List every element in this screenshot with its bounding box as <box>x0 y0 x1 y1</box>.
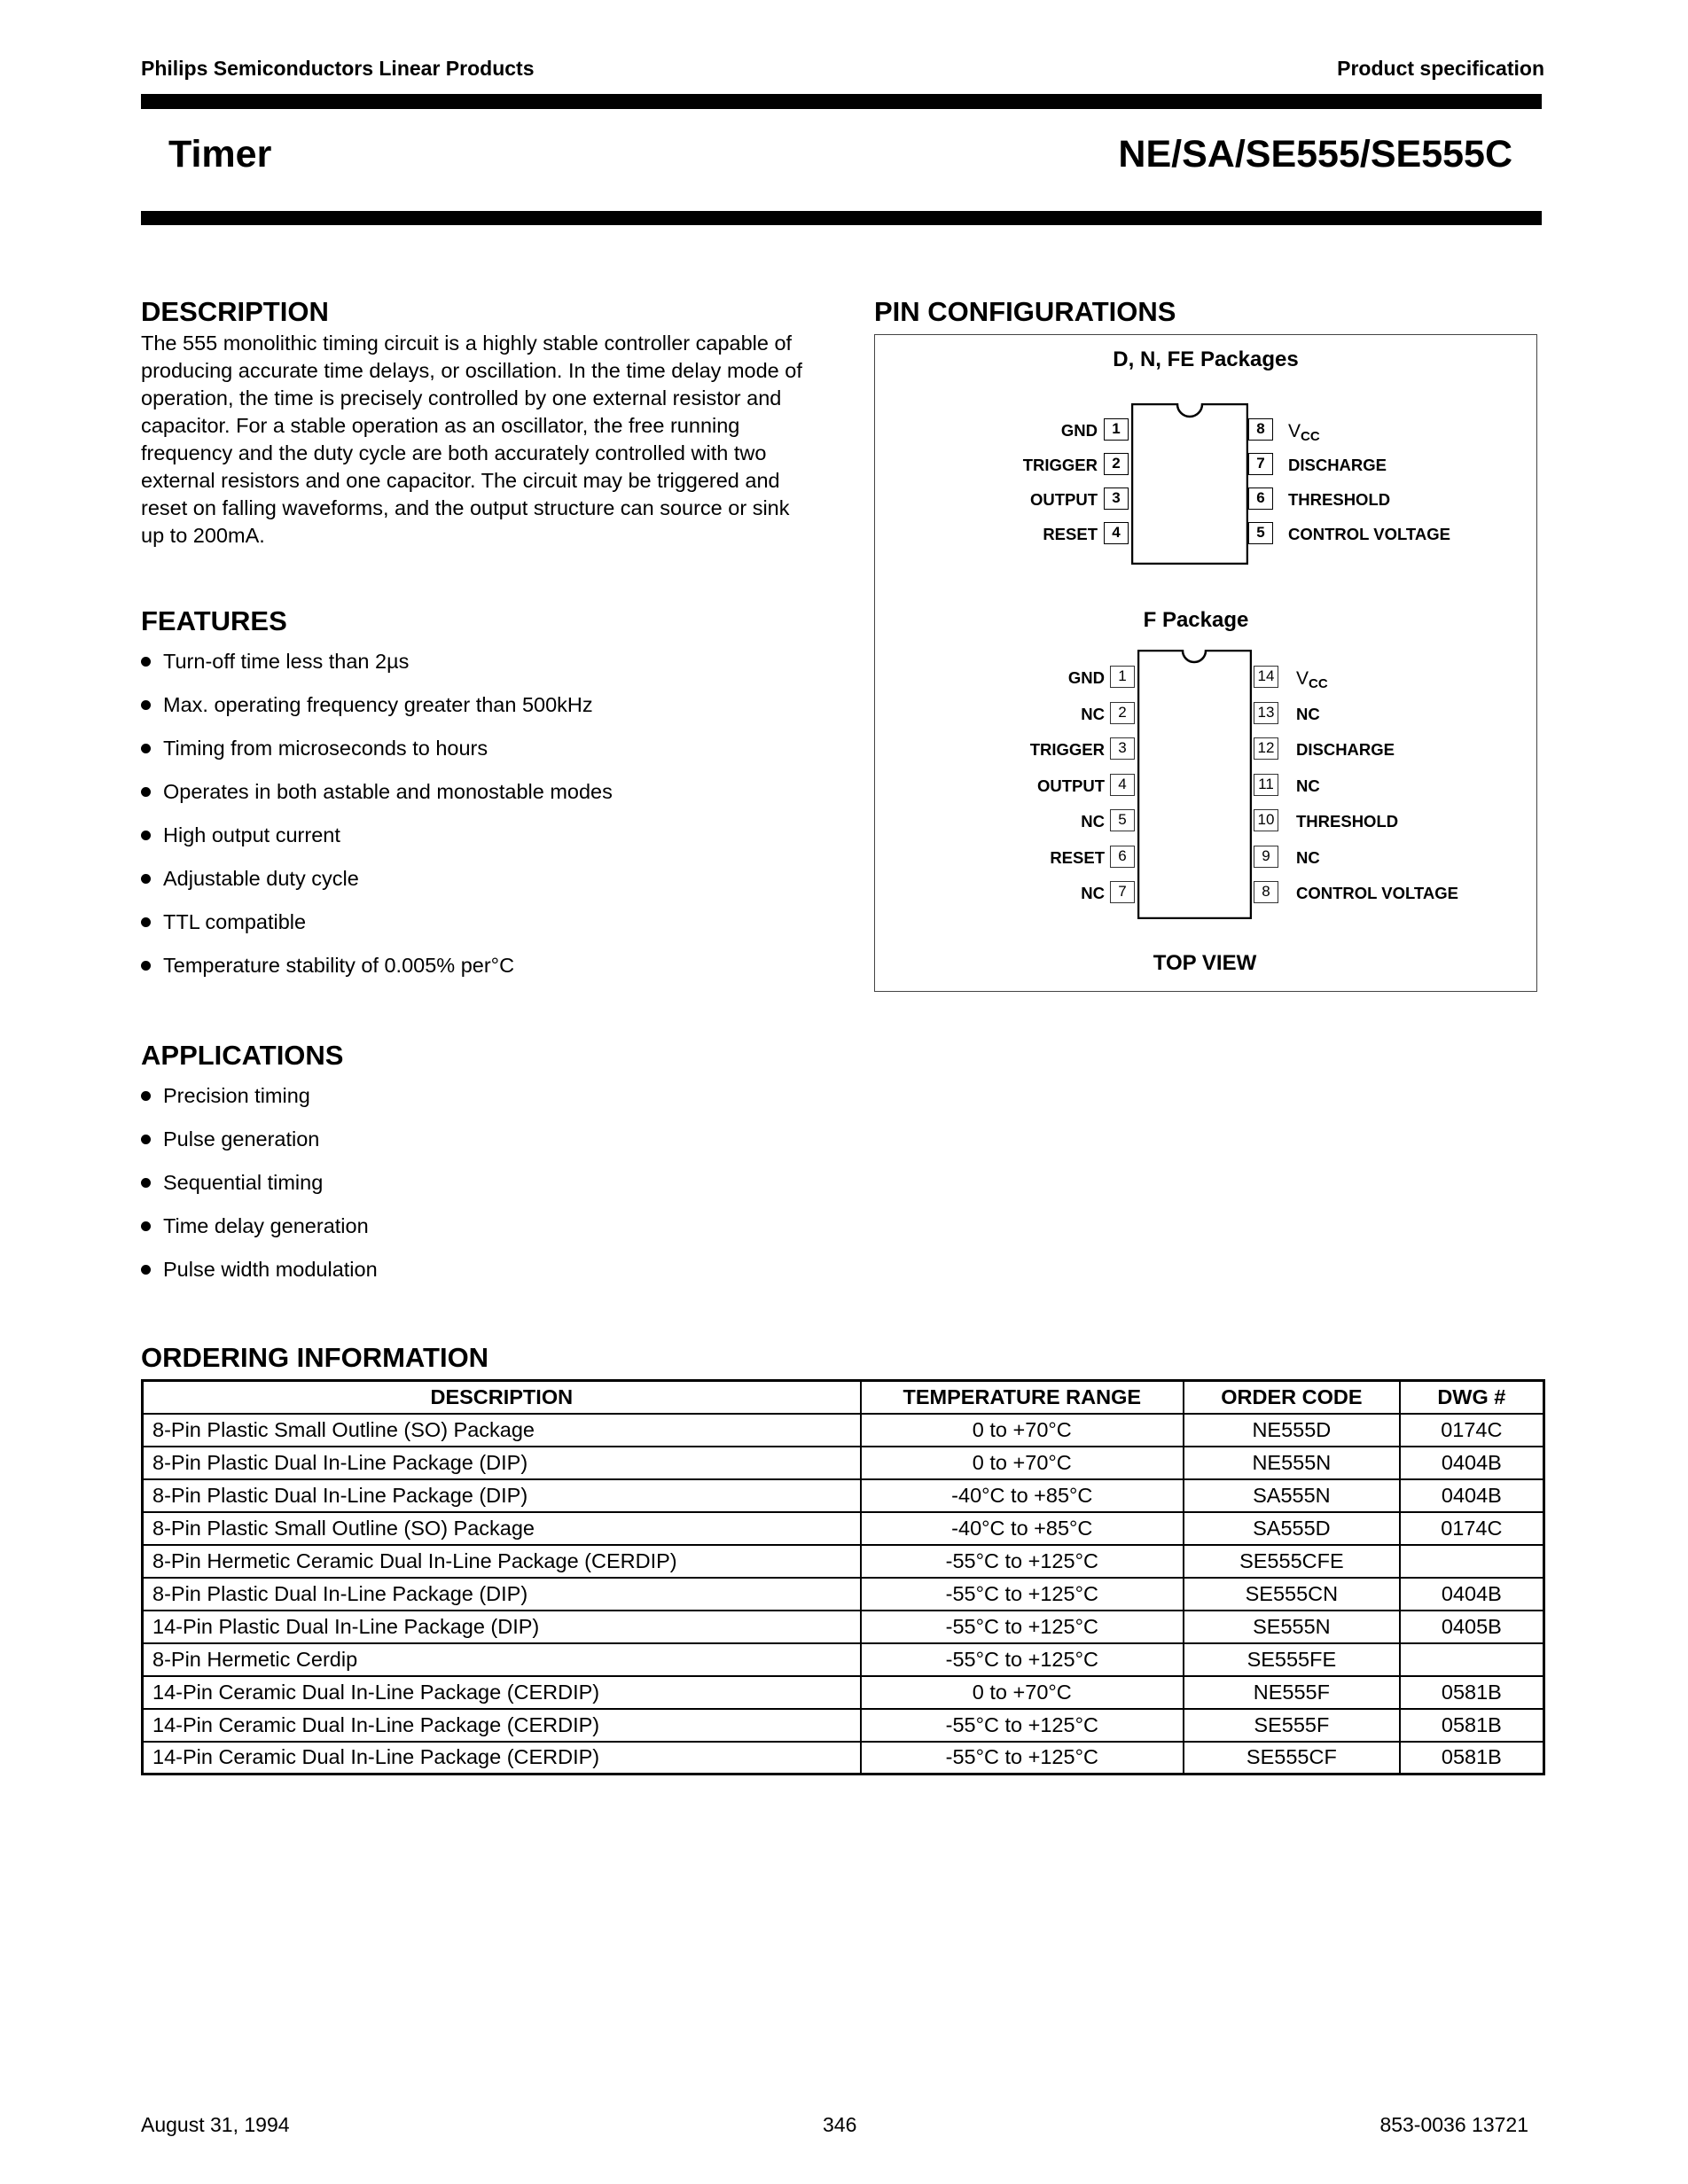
table-row <box>143 1545 1544 1578</box>
pin-number: 4 <box>1110 774 1135 796</box>
pin-label-text: RESET <box>1050 847 1105 867</box>
pin-number: 14 <box>1254 666 1278 688</box>
pin-label-text: NC <box>1081 884 1105 902</box>
pin-number: 8 <box>1254 881 1278 903</box>
cell-order-code: NE555D <box>1184 1414 1400 1447</box>
pin-label-subscript: CC <box>1301 429 1320 444</box>
table-row <box>143 1742 1544 1774</box>
pin-number: 9 <box>1254 846 1278 868</box>
pin-label <box>1296 740 1395 760</box>
cell-order-code: SE555FE <box>1184 1643 1400 1676</box>
cell-temperature-range: -55°C to +125°C <box>861 1709 1184 1742</box>
part-number-title: NE/SA/SE555/SE555C <box>1118 133 1512 176</box>
cell-description: 8-Pin Plastic Dual In-Line Package (DIP) <box>143 1447 861 1479</box>
pin-number: 12 <box>1254 737 1278 760</box>
pin-label <box>1068 668 1105 688</box>
pin-config-heading: PIN CONFIGURATIONS <box>874 296 1176 327</box>
pin-label <box>1023 456 1098 475</box>
pin-label <box>1288 525 1450 544</box>
applications-heading: APPLICATIONS <box>141 1040 344 1071</box>
pin-number: 2 <box>1104 453 1129 475</box>
footer-date: August 31, 1994 <box>141 2113 290 2136</box>
cell-order-code: SE555CF <box>1184 1742 1400 1774</box>
list-item: Operates in both astable and monostable modes <box>141 779 815 823</box>
footer-page-number: 346 <box>823 2113 857 2136</box>
cell-dwg <box>1400 1643 1544 1676</box>
list-item: Turn-off time less than 2µs <box>141 649 815 692</box>
cell-temperature-range: -55°C to +125°C <box>861 1611 1184 1643</box>
col-header-temperature-range: TEMPERATURE RANGE <box>861 1381 1184 1414</box>
cell-dwg: 0581B <box>1400 1676 1544 1709</box>
cell-temperature-range: 0 to +70°C <box>861 1414 1184 1447</box>
cell-description: 14-Pin Plastic Dual In-Line Package (DIP) <box>143 1611 861 1643</box>
dip14-package-outline <box>1137 650 1252 919</box>
pin-number: 1 <box>1104 418 1129 441</box>
cell-temperature-range: -55°C to +125°C <box>861 1545 1184 1578</box>
pin-label <box>1043 525 1098 544</box>
features-heading: FEATURES <box>141 605 287 636</box>
pin-label-text: TRIGGER <box>1029 740 1105 759</box>
table-row <box>143 1512 1544 1545</box>
pin-label-text: CONTROL VOLTAGE <box>1288 525 1450 543</box>
cell-description: 8-Pin Plastic Small Outline (SO) Package <box>143 1414 861 1447</box>
list-item: Pulse generation <box>141 1127 815 1170</box>
pin-label-text: V <box>1296 668 1309 689</box>
header-rule-bottom <box>141 211 1542 225</box>
cell-dwg: 0581B <box>1400 1709 1544 1742</box>
cell-dwg: 0174C <box>1400 1512 1544 1545</box>
pin-label <box>1081 705 1105 724</box>
pin-label <box>1061 421 1098 441</box>
pin-label <box>1296 668 1328 691</box>
header-company: Philips Semiconductors Linear Products <box>141 57 535 80</box>
pin-label <box>1030 490 1098 510</box>
pin-label-text: V <box>1288 421 1301 441</box>
pin-label-text: RESET <box>1043 525 1098 543</box>
table-row <box>143 1447 1544 1479</box>
pin-label-text: DISCHARGE <box>1296 740 1395 759</box>
cell-temperature-range: -40°C to +85°C <box>861 1479 1184 1512</box>
pin-label <box>1296 884 1458 903</box>
pin-label-text: CONTROL VOLTAGE <box>1296 884 1458 902</box>
table-row <box>143 1479 1544 1512</box>
header-doc-type: Product specification <box>1337 57 1544 80</box>
pin-label-subscript: CC <box>1309 676 1328 691</box>
cell-description: 8-Pin Plastic Dual In-Line Package (DIP) <box>143 1479 861 1512</box>
pin-label <box>1296 848 1320 868</box>
cell-dwg: 0404B <box>1400 1447 1544 1479</box>
cell-temperature-range: -55°C to +125°C <box>861 1742 1184 1774</box>
cell-description: 8-Pin Hermetic Ceramic Dual In-Line Package (CERDIP) <box>143 1545 861 1578</box>
description-heading: DESCRIPTION <box>141 296 329 327</box>
list-item: TTL compatible <box>141 909 815 953</box>
pin-number: 2 <box>1110 702 1135 724</box>
description-text: The 555 monolithic timing circuit is a highly stable controller capable of producing accurate time delays, or oscillation. In the time delay mode of operation, the time is precisely controlled by one external resistor and capacitor. For a stable operation as an oscillator, the free running frequency and the duty cycle are both accurately controlled with two external resistors and one capacitor. The circuit may be triggered and reset on falling waveforms, and the output structure can source or sink up to 200mA. <box>141 332 802 547</box>
pin-label-text: OUTPUT <box>1036 776 1105 795</box>
list-item: Timing from microseconds to hours <box>141 736 815 779</box>
cell-description: 8-Pin Plastic Dual In-Line Package (DIP) <box>143 1578 861 1611</box>
pin-number: 6 <box>1110 846 1135 868</box>
features-list <box>141 649 815 996</box>
pin-number: 5 <box>1110 809 1135 831</box>
pin-label <box>1081 812 1105 831</box>
cell-dwg: 0174C <box>1400 1414 1544 1447</box>
list-item: Pulse width modulation <box>141 1257 815 1300</box>
list-item: High output current <box>141 823 815 866</box>
cell-description: 14-Pin Ceramic Dual In-Line Package (CERDIP) <box>143 1742 861 1774</box>
pin-number: 7 <box>1110 881 1135 903</box>
pin-label-text: NC <box>1081 812 1105 831</box>
cell-order-code: NE555F <box>1184 1676 1400 1709</box>
top-view-label: TOP VIEW <box>1153 951 1257 975</box>
col-header-dwg: DWG # <box>1400 1381 1544 1414</box>
pin-label-text: NC <box>1296 704 1320 723</box>
pin-number: 1 <box>1110 666 1135 688</box>
footer-doc-code: 853-0036 13721 <box>1379 2113 1528 2136</box>
list-item: Max. operating frequency greater than 500kHz <box>141 692 815 736</box>
pin-number: 11 <box>1254 774 1278 796</box>
pin-number: 6 <box>1248 488 1273 510</box>
cell-temperature-range: 0 to +70°C <box>861 1447 1184 1479</box>
pin-label <box>1288 421 1320 444</box>
list-item: Sequential timing <box>141 1170 815 1213</box>
pin-number: 5 <box>1248 522 1273 544</box>
cell-description: 14-Pin Ceramic Dual In-Line Package (CERDIP) <box>143 1676 861 1709</box>
pin-label-text: OUTPUT <box>1029 490 1098 509</box>
pin-number: 13 <box>1254 702 1278 724</box>
pin-label-text: THRESHOLD <box>1296 812 1399 831</box>
pin-label-text: NC <box>1081 704 1105 723</box>
pin-label-text: NC <box>1296 776 1320 795</box>
pin-label <box>1050 848 1105 868</box>
cell-order-code: SE555N <box>1184 1611 1400 1643</box>
cell-order-code: SE555CN <box>1184 1578 1400 1611</box>
pin-label <box>1030 740 1105 760</box>
table-row <box>143 1676 1544 1709</box>
header-rule-top <box>141 94 1542 109</box>
pkg8-title: D, N, FE Packages <box>1113 347 1299 371</box>
ordering-table <box>141 1379 1545 1775</box>
pin-label-text: GND <box>1060 421 1098 440</box>
cell-description: 14-Pin Ceramic Dual In-Line Package (CERDIP) <box>143 1709 861 1742</box>
cell-order-code: SE555F <box>1184 1709 1400 1742</box>
dip8-package-outline <box>1131 403 1248 565</box>
pin-label <box>1296 776 1320 796</box>
cell-dwg: 0581B <box>1400 1742 1544 1774</box>
col-header-order-code: ORDER CODE <box>1184 1381 1400 1414</box>
pin-number: 7 <box>1248 453 1273 475</box>
cell-order-code: NE555N <box>1184 1447 1400 1479</box>
table-row <box>143 1578 1544 1611</box>
pin-number: 3 <box>1104 488 1129 510</box>
pkg14-title: F Package <box>1143 608 1249 632</box>
pin-label <box>1037 776 1105 796</box>
pin-label <box>1296 705 1320 724</box>
cell-dwg <box>1400 1545 1544 1578</box>
table-row <box>143 1643 1544 1676</box>
page-title: Timer <box>168 133 272 176</box>
cell-dwg: 0404B <box>1400 1479 1544 1512</box>
pin-label-text: TRIGGER <box>1022 456 1098 474</box>
pin-label-text: DISCHARGE <box>1288 456 1387 474</box>
pin-label-text: THRESHOLD <box>1288 490 1391 509</box>
table-row <box>143 1414 1544 1447</box>
cell-temperature-range: 0 to +70°C <box>861 1676 1184 1709</box>
list-item: Time delay generation <box>141 1213 815 1257</box>
cell-temperature-range: -55°C to +125°C <box>861 1643 1184 1676</box>
cell-order-code: SA555N <box>1184 1479 1400 1512</box>
pin-number: 8 <box>1248 418 1273 441</box>
cell-description: 8-Pin Hermetic Cerdip <box>143 1643 861 1676</box>
cell-dwg: 0405B <box>1400 1611 1544 1643</box>
pin-number: 3 <box>1110 737 1135 760</box>
table-row <box>143 1611 1544 1643</box>
pin-label <box>1288 490 1390 510</box>
pin-number: 10 <box>1254 809 1278 831</box>
pin-label-text: NC <box>1296 847 1320 867</box>
table-row <box>143 1709 1544 1742</box>
col-header-description: DESCRIPTION <box>143 1381 861 1414</box>
pin-label-text: GND <box>1067 668 1105 687</box>
cell-temperature-range: -40°C to +85°C <box>861 1512 1184 1545</box>
cell-temperature-range: -55°C to +125°C <box>861 1578 1184 1611</box>
cell-order-code: SA555D <box>1184 1512 1400 1545</box>
cell-order-code: SE555CFE <box>1184 1545 1400 1578</box>
list-item: Adjustable duty cycle <box>141 866 815 909</box>
pin-number: 4 <box>1104 522 1129 544</box>
ordering-header-row <box>143 1381 1544 1414</box>
pin-label <box>1296 812 1398 831</box>
list-item: Precision timing <box>141 1083 815 1127</box>
list-item: Temperature stability of 0.005% per°C <box>141 953 815 996</box>
applications-list <box>141 1083 815 1300</box>
cell-description: 8-Pin Plastic Small Outline (SO) Package <box>143 1512 861 1545</box>
pin-label <box>1288 456 1387 475</box>
pin-label <box>1081 884 1105 903</box>
cell-dwg: 0404B <box>1400 1578 1544 1611</box>
ordering-heading: ORDERING INFORMATION <box>141 1342 489 1373</box>
